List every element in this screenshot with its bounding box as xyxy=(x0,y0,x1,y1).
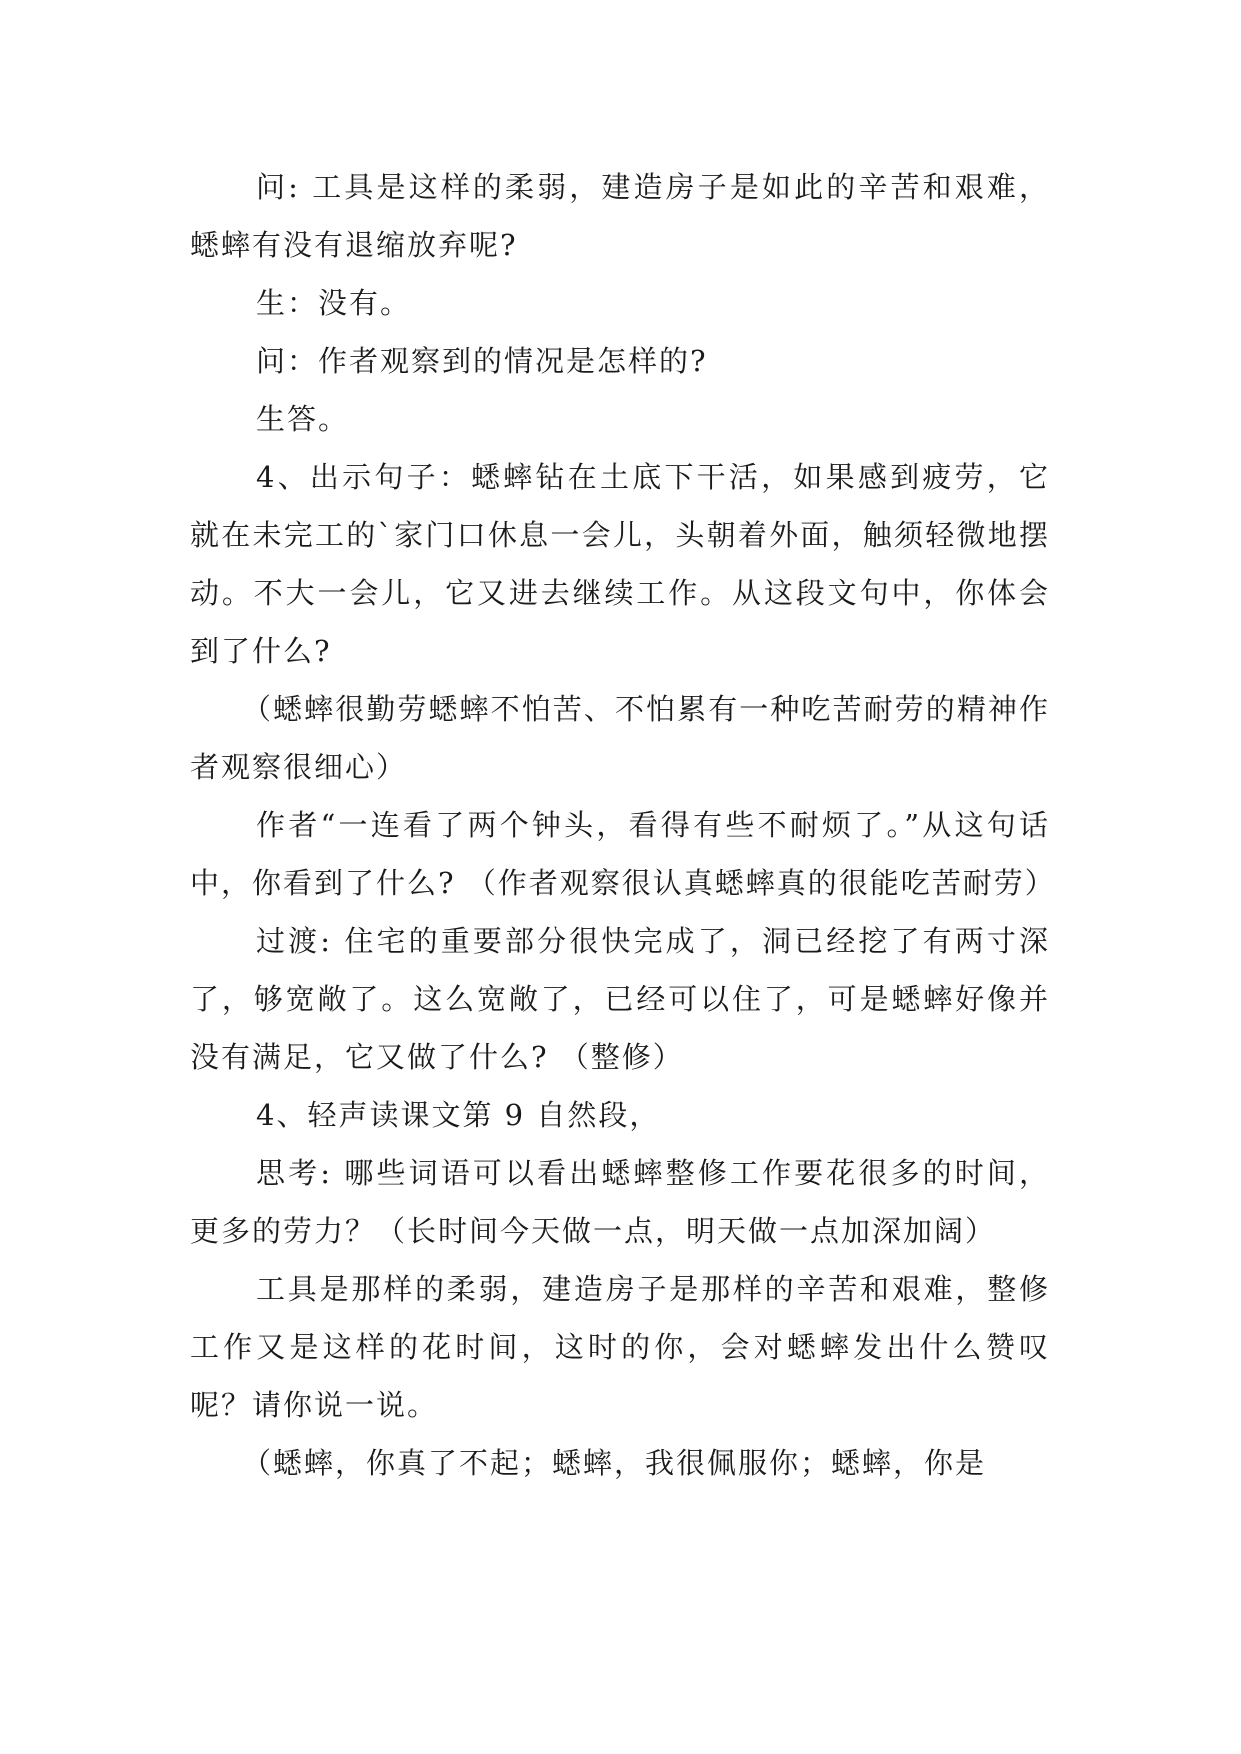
paragraph: 生：没有。 xyxy=(256,286,412,320)
paragraph: 工具是那样的柔弱，建造房子是那样的辛苦和艰难，整修工作又是这样的花时间，这时的你，会对蟋蟀发出什么赞叹呢？请你说一说。 xyxy=(190,1272,1050,1422)
paragraph: 问: 工具是这样的柔弱，建造房子是如此的辛苦和艰难，蟋蟀有没有退缩放弃呢? xyxy=(190,170,1050,262)
paragraph: 生答。 xyxy=(256,402,350,436)
paragraph: 思考: 哪些词语可以看出蟋蟀整修工作要花很多的时间，更多的劳力？（长时间今天做一点，明天做一点加深加阔） xyxy=(190,1156,1050,1248)
paragraph: 4、轻声读课文第 9 自然段， xyxy=(256,1098,661,1132)
paragraph: 过渡: 住宅的重要部分很快完成了，洞已经挖了有两寸深了，够宽敞了。这么宽敞了，已经可以住了，可是蟋蟀好像并没有满足，它又做了什么? （整修） xyxy=(190,924,1050,1074)
paragraph: （蟋蟀很勤劳蟋蟀不怕苦、不怕累有一种吃苦耐劳的精神作者观察很细心） xyxy=(190,692,1050,784)
paragraph: 问：作者观察到的情况是怎样的? xyxy=(256,344,708,378)
document-body xyxy=(190,158,1056,1492)
paragraph: （蟋蟀，你真了不起；蟋蟀，我很佩服你；蟋蟀，你是 xyxy=(242,1446,987,1480)
paragraph: 4、出示句子：蟋蟀钻在土底下干活，如果感到疲劳，它就在未完工的`家门口休息一会儿，头朝着外面，触须轻微地摆动。不大一会儿，它又进去继续工作。从这段文句中，你体会到了什么? xyxy=(190,460,1050,668)
paragraph: 作者“一连看了两个钟头，看得有些不耐烦了。”从这句话中，你看到了什么? （作者观察很认真蟋蟀真的很能吃苦耐劳） xyxy=(190,808,1056,900)
